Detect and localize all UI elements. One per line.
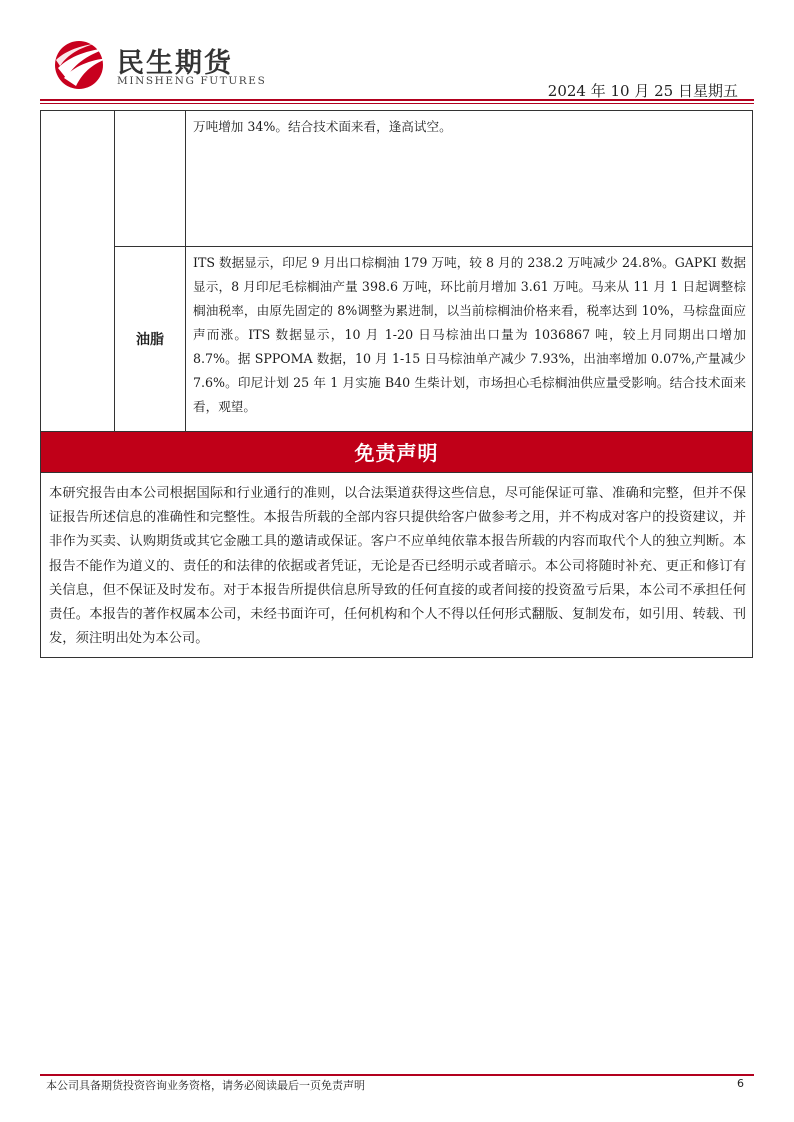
header-divider-thin — [40, 103, 754, 104]
brand-name-cn: 民生期货 — [117, 48, 233, 79]
table-row — [41, 111, 753, 247]
page-number: 6 — [737, 1077, 744, 1090]
table-row — [41, 247, 753, 432]
report-date: 2024 年 10 月 25 日星期五 — [547, 82, 738, 100]
commodity-table — [40, 110, 753, 432]
commentary-cell: 万吨增加 34%。结合技术面来看，逢高试空。 — [186, 111, 753, 247]
disclaimer-title: 免责声明 — [40, 431, 753, 473]
category-cell-oils: 油脂 — [115, 247, 186, 432]
table-side-cell — [41, 111, 115, 432]
minsheng-logo-icon — [50, 38, 110, 90]
footer-note: 本公司具备期货投资咨询业务资格，请务必阅读最后一页免责声明 — [46, 1079, 365, 1092]
brand-name-en: MINSHENG FUTURES — [117, 75, 267, 87]
footer-divider — [40, 1074, 754, 1076]
commentary-cell-oils: ITS 数据显示，印尼 9 月出口棕榈油 179 万吨，较 8 月的 238.2 万吨减少 24.8%。GAPKI 数据显示，8 月印尼毛棕榈油产量 398.6 万吨，环比前月增加 3.61 万吨。马来从 11 月 1 日起调整棕榈油税率，由原先固定的 8%调整为累进制，以当前棕榈油价格来看，税率达到 10%，马棕盘面应声而涨。ITS 数据显示，10 月 1-20 日马棕油出口量为 1036867 吨，较上月同期出口增加 8.7%。据 SPPOMA 数据，10 月 1-15 日马棕油单产减少 7.93%，出油率增加 0.07%,产量减少 7.6%。印尼计划 25 年 1 月实施 B40 生柴计划，市场担心毛棕榈油供应量受影响。结合技术面来看，观望。 — [186, 247, 753, 432]
header-divider — [40, 99, 754, 101]
category-cell — [115, 111, 186, 247]
disclaimer-body: 本研究报告由本公司根据国际和行业通行的准则，以合法渠道获得这些信息，尽可能保证可靠、准确和完整，但并不保证报告所述信息的准确性和完整性。本报告所载的全部内容只提供给客户做参考之用，并不构成对客户的投资建议，并非作为买卖、认购期货或其它金融工具的邀请或保证。客户不应单纯依靠本报告所载的内容而取代个人的独立判断。本报告不能作为道义的、责任的和法律的依据或者凭证，无论是否已经明示或者暗示。本公司将随时补充、更正和修订有关信息，但不保证及时发布。对于本报告所提供信息所导致的任何直接的或者间接的投资盈亏后果，本公司不承担任何责任。本报告的著作权属本公司，未经书面许可，任何机构和个人不得以任何形式翻版、复制发布，如引用、转载、刊发，须注明出处为本公司。 — [40, 473, 753, 658]
